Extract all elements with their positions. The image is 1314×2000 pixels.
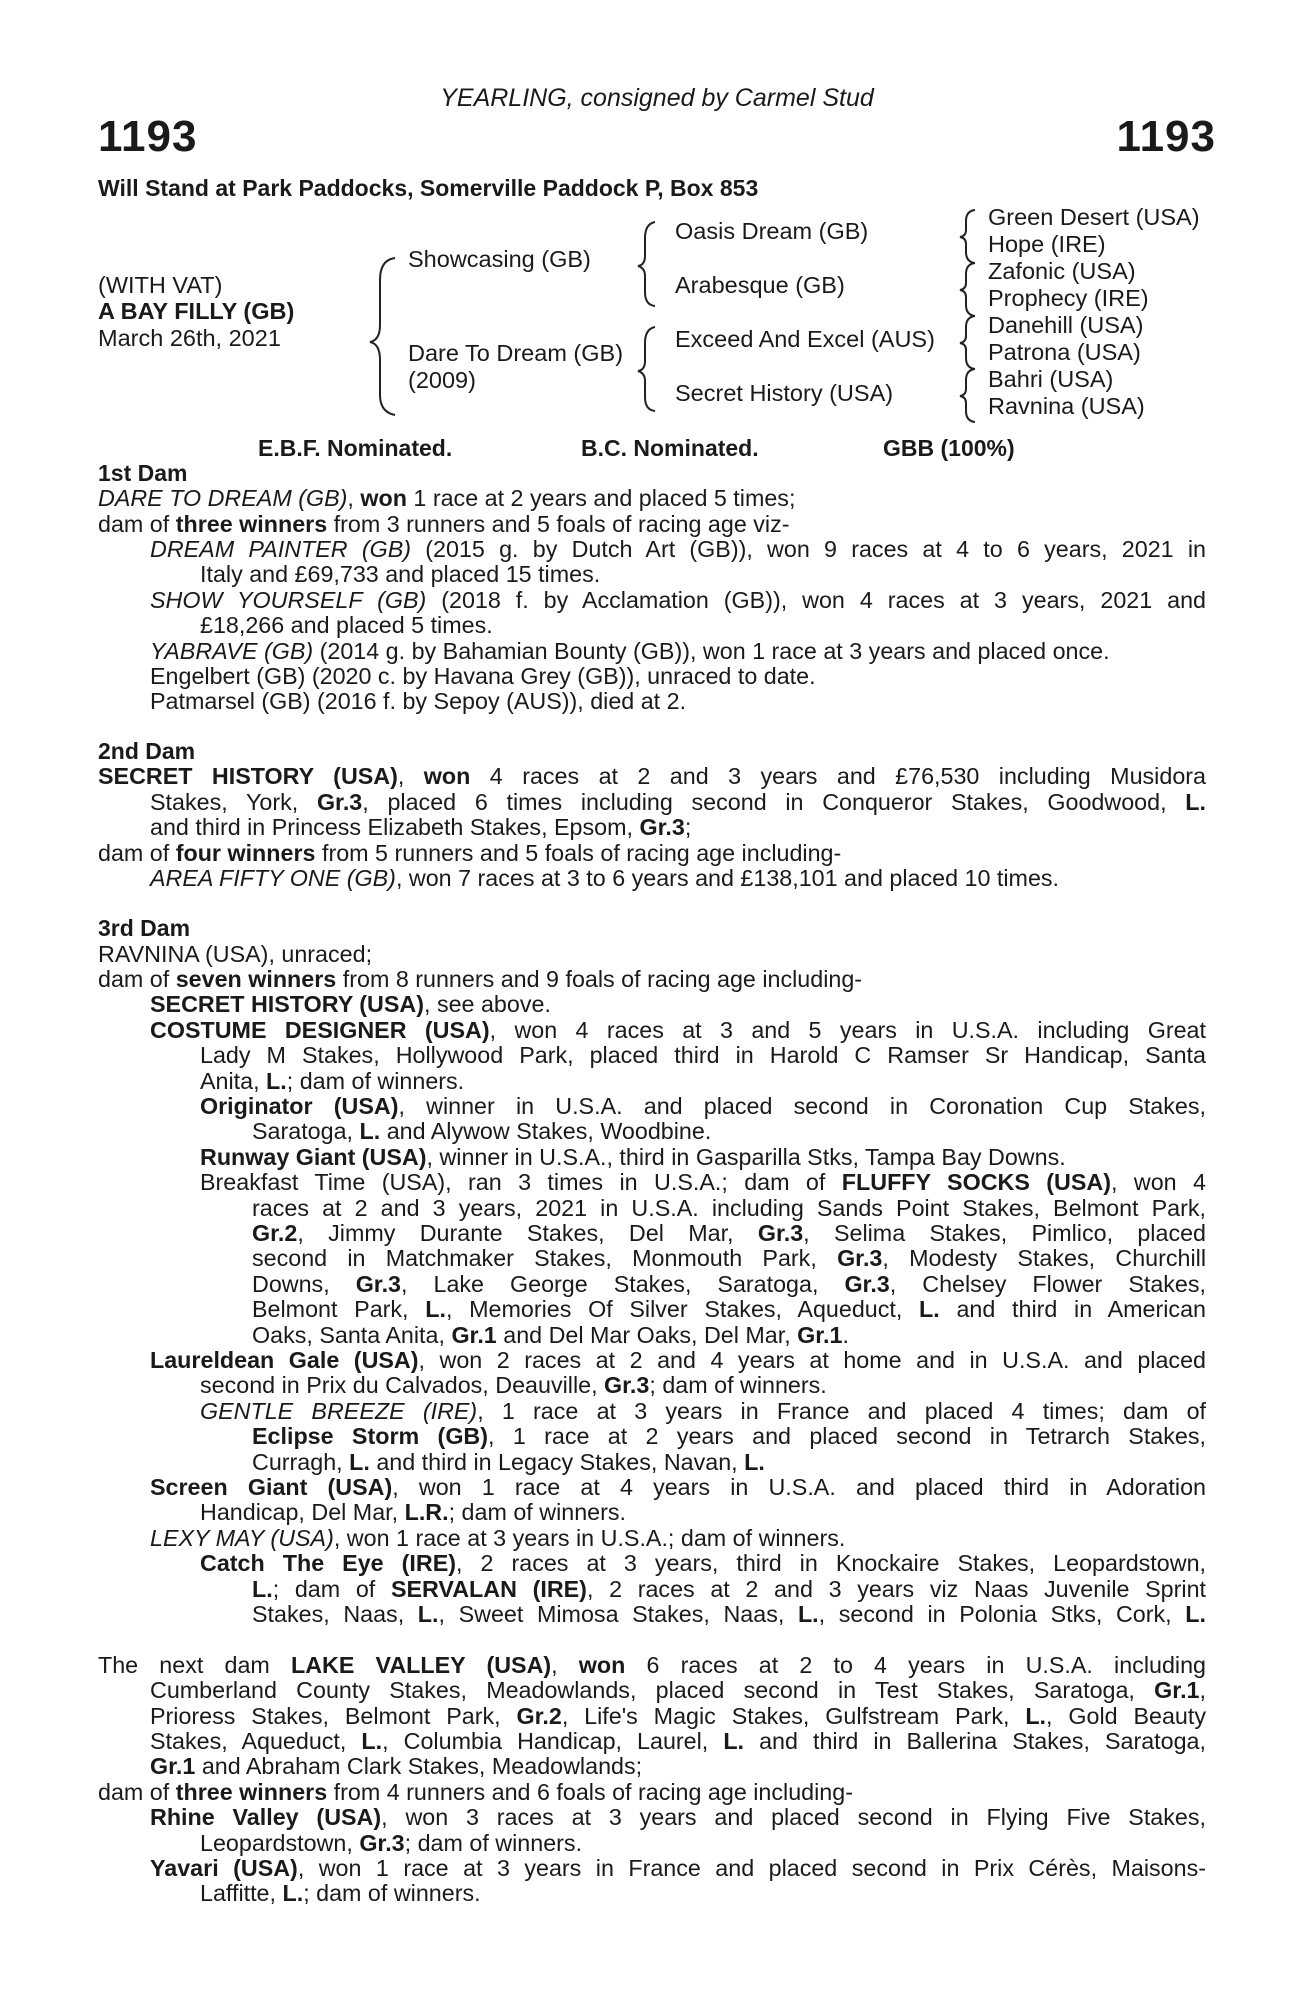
dam2-line2: Stakes, York, Gr.3, placed 6 times including second in Conqueror Stakes, Goodwood, L.	[150, 789, 1206, 815]
pedigree-dam: Dare To Dream (GB)	[408, 340, 624, 366]
bc-nomination: B.C. Nominated.	[581, 435, 759, 461]
dam2-heading: 2nd Dam	[98, 738, 196, 764]
dam1-heading: 1st Dam	[98, 460, 188, 486]
nextdam-line5: Gr.1 and Abraham Clark Stakes, Meadowlands;	[150, 1753, 643, 1779]
dam2-line4: dam of four winners from 5 runners and 5 foals of racing age including-	[98, 840, 842, 866]
dam3-line1: RAVNINA (USA), unraced;	[98, 941, 373, 967]
dam3-line8: Saratoga, L. and Alywow Stakes, Woodbine.	[252, 1118, 712, 1144]
dam1-line3: DREAM PAINTER (GB) (2015 g. by Dutch Art (GB)), won 9 races at 4 to 6 years, 2021 in	[150, 536, 1207, 562]
dam3-line14: Downs, Gr.3, Lake George Stakes, Saratoga, Gr.3, Chelsey Flower Stakes,	[252, 1271, 1207, 1297]
dam3-line3: SECRET HISTORY (USA), see above.	[150, 991, 551, 1017]
dam3-line7: Originator (USA), winner in U.S.A. and placed second in Coronation Cup Stakes,	[200, 1093, 1206, 1119]
horse-dob: March 26th, 2021	[98, 325, 281, 351]
dam3-line16: Oaks, Santa Anita, Gr.1 and Del Mar Oaks, Del Mar, Gr.1.	[252, 1322, 849, 1348]
dam3-line22: Screen Giant (USA), won 1 race at 4 years in U.S.A. and placed third in Adoration	[150, 1474, 1206, 1500]
pedigree-ddd: Ravnina (USA)	[988, 393, 1145, 419]
dam3-line20: Eclipse Storm (GB), 1 race at 2 years and placed second in Tetrarch Stakes,	[252, 1423, 1206, 1449]
dam3-line4: COSTUME DESIGNER (USA), won 4 races at 3 and 5 years in U.S.A. including Great	[150, 1017, 1206, 1043]
vat-note: (WITH VAT)	[98, 272, 223, 298]
dam1-line8: Engelbert (GB) (2020 c. by Havana Grey (GB)), unraced to date.	[150, 663, 816, 689]
stand-location: Will Stand at Park Paddocks, Somerville Paddock P, Box 853	[98, 175, 759, 201]
dam3-line27: Stakes, Naas, L., Sweet Mimosa Stakes, Naas, L., second in Polonia Stks, Cork, L.	[252, 1601, 1206, 1627]
nextdam-line7: Rhine Valley (USA), won 3 races at 3 years and placed second in Flying Five Stakes,	[150, 1804, 1206, 1830]
pedigree-dam-dam: Secret History (USA)	[675, 380, 894, 406]
dam3-line25: Catch The Eye (IRE), 2 races at 3 years, third in Knockaire Stakes, Leopardstown,	[200, 1550, 1206, 1576]
nextdam-line1: The next dam LAKE VALLEY (USA), won 6 races at 2 to 4 years in U.S.A. including	[98, 1652, 1206, 1678]
dam3-line5: Lady M Stakes, Hollywood Park, placed third in Harold C Ramser Sr Handicap, Santa	[200, 1042, 1206, 1068]
dam1-line1: DARE TO DREAM (GB), won 1 race at 2 years and placed 5 times;	[98, 485, 796, 511]
horse-name: A BAY FILLY (GB)	[98, 298, 295, 324]
pedigree-dss: Danehill (USA)	[988, 312, 1144, 338]
pedigree-dds: Bahri (USA)	[988, 366, 1114, 392]
lot-number-right: 1193	[1116, 112, 1216, 161]
pedigree-dam-year: (2009)	[408, 367, 476, 393]
nextdam-line10: Laffitte, L.; dam of winners.	[200, 1880, 481, 1906]
dam2-line1: SECRET HISTORY (USA), won 4 races at 2 and 3 years and £76,530 including Musidora	[98, 763, 1206, 789]
pedigree-sire-sire: Oasis Dream (GB)	[675, 218, 869, 244]
dam2-line3: and third in Princess Elizabeth Stakes, Epsom, Gr.3;	[150, 814, 692, 840]
dam1-line4: Italy and £69,733 and placed 15 times.	[200, 561, 601, 587]
dam3-heading: 3rd Dam	[98, 915, 191, 941]
pedigree-sire-dam: Arabesque (GB)	[675, 272, 845, 298]
nextdam-line3: Prioress Stakes, Belmont Park, Gr.2, Life's Magic Stakes, Gulfstream Park, L., Gold Beauty	[150, 1703, 1206, 1729]
pedigree-sdd: Prophecy (IRE)	[988, 285, 1149, 311]
lot-number-left: 1193	[98, 112, 198, 161]
pedigree-sss: Green Desert (USA)	[988, 204, 1200, 230]
dam3-line6: Anita, L.; dam of winners.	[200, 1068, 465, 1094]
dam3-line23: Handicap, Del Mar, L.R.; dam of winners.	[200, 1499, 626, 1525]
nextdam-line4: Stakes, Aqueduct, L., Columbia Handicap, Laurel, L. and third in Ballerina Stakes, Saratoga,	[150, 1728, 1206, 1754]
dam3-line10: Breakfast Time (USA), ran 3 times in U.S.A.; dam of FLUFFY SOCKS (USA), won 4	[200, 1169, 1206, 1195]
dam3-line9: Runway Giant (USA), winner in U.S.A., third in Gasparilla Stks, Tampa Bay Downs.	[200, 1144, 1066, 1170]
dam2-line5: AREA FIFTY ONE (GB), won 7 races at 3 to 6 years and £138,101 and placed 10 times.	[150, 865, 1060, 891]
pedigree-sire: Showcasing (GB)	[408, 246, 591, 272]
pedigree-dsd: Patrona (USA)	[988, 339, 1141, 365]
dam3-line13: second in Matchmaker Stakes, Monmouth Park, Gr.3, Modesty Stakes, Churchill	[252, 1245, 1206, 1271]
dam1-line2: dam of three winners from 3 runners and 5 foals of racing age viz-	[98, 511, 790, 537]
dam3-line15: Belmont Park, L., Memories Of Silver Stakes, Aqueduct, L. and third in American	[252, 1296, 1206, 1322]
dam3-line2: dam of seven winners from 8 runners and 9 foals of racing age including-	[98, 966, 863, 992]
dam3-line12: Gr.2, Jimmy Durante Stakes, Del Mar, Gr.3, Selima Stakes, Pimlico, placed	[252, 1220, 1207, 1246]
nextdam-line6: dam of three winners from 4 runners and 6 foals of racing age including-	[98, 1779, 853, 1805]
dam3-line19: GENTLE BREEZE (IRE), 1 race at 3 years in France and placed 4 times; dam of	[200, 1398, 1207, 1424]
consignment-line: YEARLING, consigned by Carmel Stud	[440, 84, 874, 112]
pedigree-sds: Zafonic (USA)	[988, 258, 1136, 284]
dam3-line26: L.; dam of SERVALAN (IRE), 2 races at 2 and 3 years viz Naas Juvenile Sprint	[252, 1576, 1206, 1602]
gbb-badge: GBB (100%)	[883, 435, 1015, 461]
dam3-line24: LEXY MAY (USA), won 1 race at 3 years in U.S.A.; dam of winners.	[150, 1525, 846, 1551]
pedigree-dam-sire: Exceed And Excel (AUS)	[675, 326, 935, 352]
dam1-line9: Patmarsel (GB) (2016 f. by Sepoy (AUS)), died at 2.	[150, 688, 687, 714]
nextdam-line9: Yavari (USA), won 1 race at 3 years in France and placed second in Prix Cérès, Maisons-	[150, 1855, 1206, 1881]
dam3-line11: races at 2 and 3 years, 2021 in U.S.A. including Sands Point Stakes, Belmont Park,	[252, 1195, 1206, 1221]
pedigree-ssd: Hope (IRE)	[988, 231, 1106, 257]
nextdam-line8: Leopardstown, Gr.3; dam of winners.	[200, 1830, 583, 1856]
dam3-line21: Curragh, L. and third in Legacy Stakes, Navan, L.	[252, 1449, 765, 1475]
ebf-nomination: E.B.F. Nominated.	[258, 435, 453, 461]
dam3-line18: second in Prix du Calvados, Deauville, Gr.3; dam of winners.	[200, 1372, 827, 1398]
nextdam-line2: Cumberland County Stakes, Meadowlands, placed second in Test Stakes, Saratoga, Gr.1,	[150, 1677, 1206, 1703]
dam1-line5: SHOW YOURSELF (GB) (2018 f. by Acclamation (GB)), won 4 races at 3 years, 2021 and	[150, 587, 1207, 613]
dam1-line6: £18,266 and placed 5 times.	[200, 612, 493, 638]
dam1-line7: YABRAVE (GB) (2014 g. by Bahamian Bounty (GB)), won 1 race at 3 years and placed once.	[150, 638, 1110, 664]
dam3-line17: Laureldean Gale (USA), won 2 races at 2 and 4 years at home and in U.S.A. and placed	[150, 1347, 1206, 1373]
